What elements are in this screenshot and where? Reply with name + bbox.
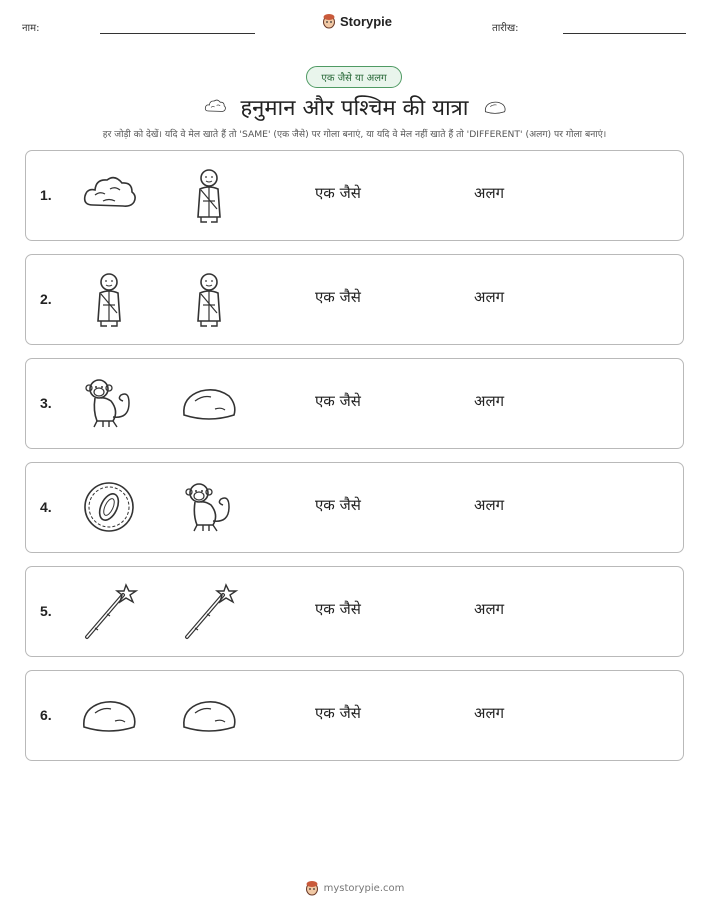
different-option[interactable]: अलग [474, 392, 505, 410]
row-number: 3. [40, 395, 52, 411]
cloud-icon [79, 165, 139, 225]
same-option[interactable]: एक जैसे [315, 288, 361, 306]
staff-icon [179, 581, 239, 641]
same-option[interactable]: एक जैसे [315, 704, 361, 722]
storypie-mascot-icon [305, 880, 319, 896]
monkey-icon [179, 477, 239, 537]
row-number: 2. [40, 291, 52, 307]
different-option[interactable]: अलग [474, 184, 505, 202]
different-option[interactable]: अलग [474, 600, 505, 618]
page-title: हनुमान और पश्चिम की यात्रा [240, 96, 469, 121]
row-number: 5. [40, 603, 52, 619]
matching-row [25, 566, 684, 657]
different-option[interactable]: अलग [474, 288, 505, 306]
date-field[interactable] [563, 33, 686, 34]
footer [0, 880, 709, 896]
same-option[interactable]: एक जैसे [315, 392, 361, 410]
matching-row [25, 254, 684, 345]
same-option[interactable]: एक जैसे [315, 184, 361, 202]
brand-logo [322, 13, 392, 29]
cloud-icon [199, 95, 231, 119]
rock-icon [179, 373, 239, 433]
brand-name: Storypie [340, 13, 393, 29]
footer-url[interactable]: mystorypie.com [323, 882, 405, 894]
staff-icon [79, 581, 139, 641]
rock-icon [479, 95, 511, 119]
row-number: 4. [40, 499, 52, 515]
row-number: 1. [40, 187, 52, 203]
monk-icon [179, 165, 239, 225]
row-number: 6. [40, 707, 52, 723]
name-label: नाम: [22, 23, 40, 34]
storypie-mascot-icon [322, 13, 336, 29]
matching-row [25, 670, 684, 761]
peach-icon [79, 477, 139, 537]
different-option[interactable]: अलग [474, 496, 505, 514]
matching-row [25, 462, 684, 553]
date-label: तारीख: [492, 23, 519, 34]
title-row [0, 90, 709, 124]
rock-icon [79, 685, 139, 745]
monk-icon [79, 269, 139, 329]
matching-row [25, 150, 684, 241]
monkey-icon [79, 373, 139, 433]
instructions: हर जोड़ी को देखें। यदि वे मेल खाते हैं तो 'SAME' (एक जैसे) पर गोला बनाएं, या यदि वे मेल नहीं खाते हैं तो 'DIFFERENT' (अलग) पर गोला बनाएं। [102, 129, 607, 140]
rock-icon [179, 685, 239, 745]
different-option[interactable]: अलग [474, 704, 505, 722]
name-field[interactable] [100, 33, 255, 34]
same-option[interactable]: एक जैसे [315, 600, 361, 618]
same-option[interactable]: एक जैसे [315, 496, 361, 514]
monk-icon [179, 269, 239, 329]
worksheet-type-badge: एक जैसे या अलग [306, 66, 402, 88]
matching-row [25, 358, 684, 449]
